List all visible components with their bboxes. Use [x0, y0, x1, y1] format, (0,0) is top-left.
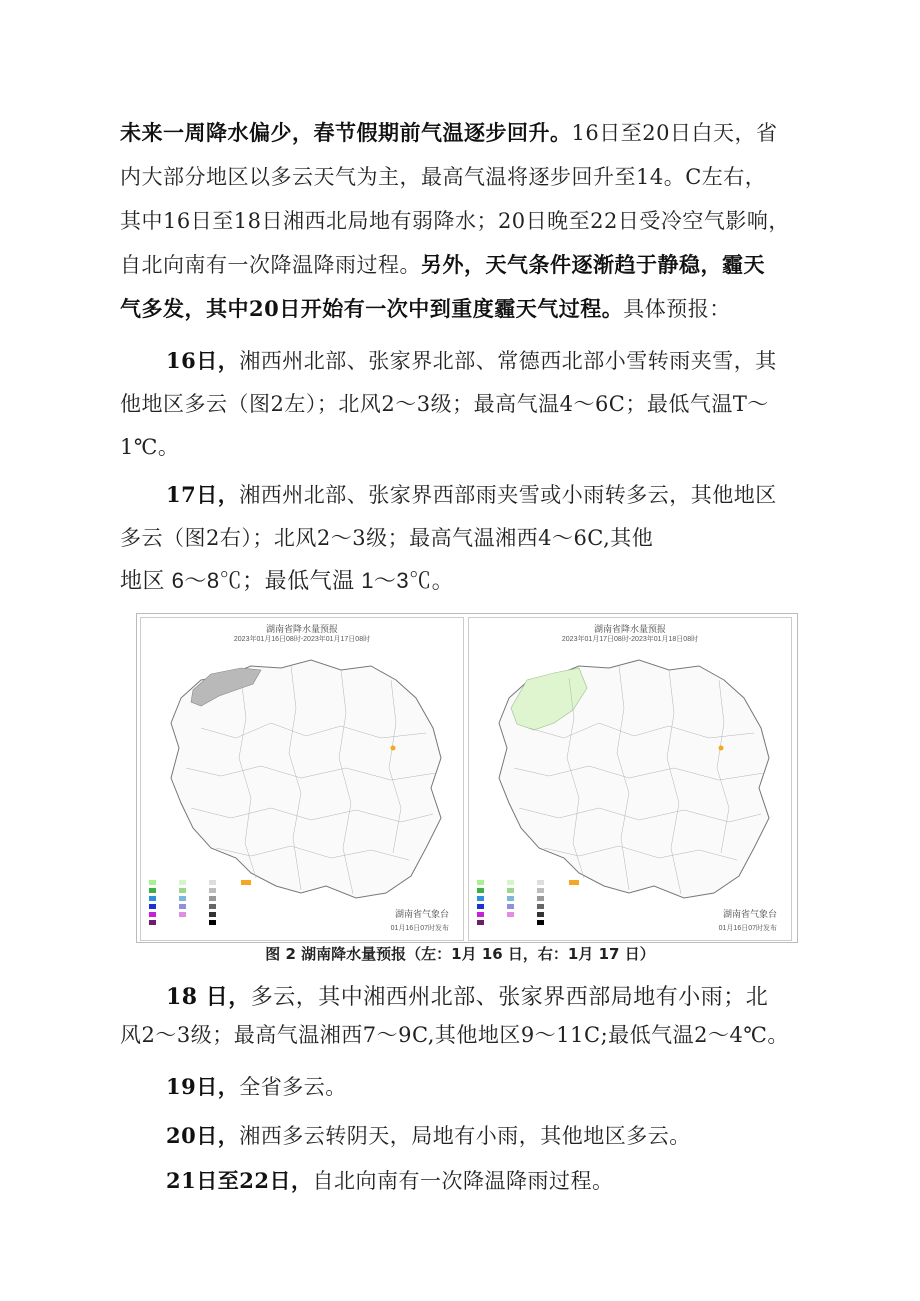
day19-label: 19日，	[166, 1074, 240, 1099]
map-panel-right	[468, 617, 792, 941]
day18-label: 18 日，	[166, 984, 251, 1010]
day21-text: 自北向南有一次降温降雨过程。	[312, 1169, 614, 1193]
city-marker	[391, 746, 396, 751]
map-right-title: 湖南省降水量预报	[593, 624, 666, 634]
day19-line	[166, 1072, 920, 1102]
day21-line	[166, 1166, 920, 1196]
para1-line1	[120, 118, 920, 148]
precipitation-maps-figure	[136, 613, 798, 943]
map-right-brand: 湖南省气象台	[722, 909, 777, 919]
day17-label: 17日，	[166, 482, 240, 507]
day16-line1-text: 湘西州北部、张家界北部、常德西北部小雪转雨夹雪，其	[239, 349, 777, 373]
day17-line1	[166, 480, 920, 510]
day16-label: 16日，	[166, 348, 240, 373]
para1-line5	[120, 294, 920, 324]
para1-line2: 内大部分地区以多云天气为主，最高气温将逐步回升至14。C左右，	[120, 165, 767, 189]
map-legend	[149, 880, 251, 925]
hunan-map-right	[469, 618, 791, 940]
map-left-issued: 01月16日07时发布	[390, 925, 449, 932]
para1-line3: 其中16日至18日湘西北局地有弱降水；20日晚至22日受冷空气影响，	[120, 209, 790, 233]
map-panel-left	[140, 617, 464, 941]
map-right-issued: 01月16日07时发布	[718, 925, 777, 932]
map-right-subtitle: 2023年01月17日08时-2023年01月18日08时	[561, 636, 699, 643]
para1-line1-text: 16日至20日白天，省	[571, 121, 778, 145]
day20-line	[166, 1121, 920, 1151]
map-left-title: 湖南省降水量预报	[265, 624, 338, 634]
day17-line3: 地区 6～8℃；最低气温 1～3℃。	[120, 568, 455, 593]
city-marker	[719, 746, 724, 751]
map-legend	[477, 880, 579, 925]
para1-haze-bold-2: 气多发，其中20日开始有一次中到重度霾天气过程。	[120, 296, 624, 321]
day17-line1-text: 湘西州北部、张家界西部雨夹雪或小雨转多云，其他地区	[239, 483, 777, 507]
day18-line2: 风2～3级；最高气温湘西7～9C,其他地区9～11C;最低气温2～4℃。	[120, 1023, 789, 1047]
day16-line2: 他地区多云（图2左）；北风2～3级；最高气温4～6C；最低气温T～	[120, 392, 769, 416]
map-left-subtitle: 2023年01月16日08时-2023年01月17日08时	[233, 636, 371, 643]
para1-line4	[120, 250, 920, 280]
day16-line1	[166, 346, 920, 376]
para1-haze-bold: 另外，天气条件逐渐趋于静稳，霾天	[421, 252, 765, 277]
day17-line2: 多云（图2右）；北风2～3级；最高气温湘西4～6C,其他	[120, 526, 654, 550]
map-left-brand: 湖南省气象台	[394, 909, 449, 919]
figure-caption: 图 2 湖南降水量预报（左：1月 16 日，右：1月 17 日）	[265, 945, 655, 963]
day18-line1	[166, 982, 920, 1013]
day20-label: 20日，	[166, 1123, 240, 1148]
para1-line4-text: 自北向南有一次降温降雨过程。	[120, 253, 421, 277]
day21-label: 21日至22日，	[166, 1168, 313, 1193]
para1-summary-bold: 未来一周降水偏少，春节假期前气温逐步回升。	[120, 120, 572, 145]
para1-line5-text: 具体预报：	[623, 297, 731, 321]
day18-line1-text: 多云，其中湘西州北部、张家界西部局地有小雨；北	[250, 985, 769, 1010]
day16-line3: 1℃。	[120, 435, 180, 459]
day20-text: 湘西多云转阴天，局地有小雨，其他地区多云。	[239, 1124, 691, 1148]
day19-text: 全省多云。	[239, 1075, 347, 1099]
hunan-map-left	[141, 618, 463, 940]
